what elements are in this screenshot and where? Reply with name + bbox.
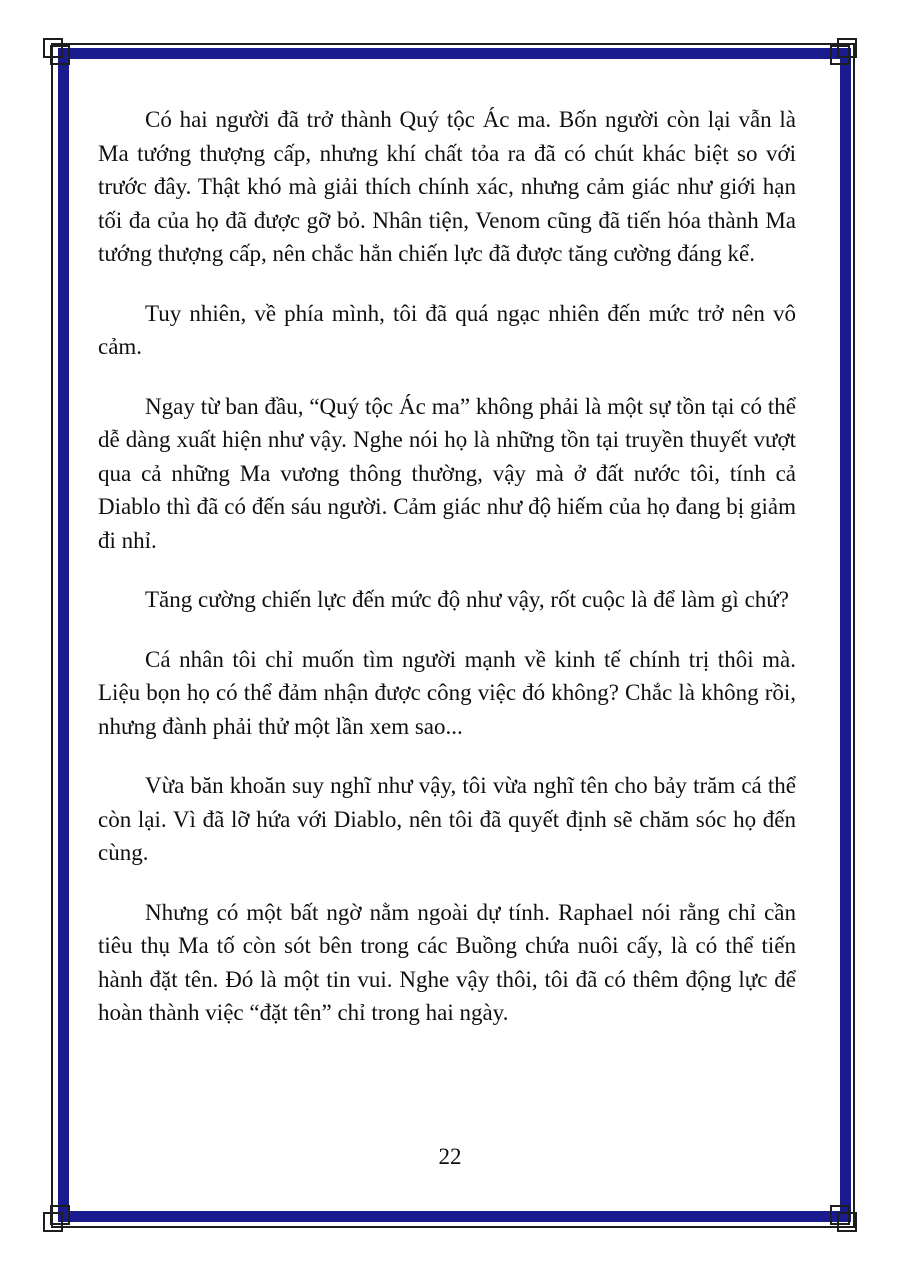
paragraph: Tuy nhiên, về phía mình, tôi đã quá ngạc nhiên đến mức trở nên vô cảm. [98,300,796,359]
corner-ornament-top-left [37,34,83,80]
paragraph: Cá nhân tôi chỉ muốn tìm người mạnh về kinh tế chính trị thôi mà. Liệu bọn họ có thể đảm nhận được công việc đó không? Chắc là không rồi, nhưng đành phải thử một lần xem sao... [98,646,796,739]
corner-ornament-bottom-left [37,1190,83,1236]
interlocked-square-icon [50,1205,70,1225]
paragraph: Nhưng có một bất ngờ nằm ngoài dự tính. Raphael nói rằng chỉ cần tiêu thụ Ma tố còn sót bên trong các Buồng chứa nuôi cấy, là có thể tiến hành đặt tên. Đó là một tin vui. Nghe vậy thôi, tôi đã có thêm động lực để hoàn thành việc “đặt tên” chỉ trong hai ngày. [98,899,796,1025]
corner-ornament-top-right [817,34,863,80]
interlocked-square-icon [830,1205,850,1225]
paragraph: Vừa băn khoăn suy nghĩ như vậy, tôi vừa nghĩ tên cho bảy trăm cá thể còn lại. Vì đã lỡ hứa với Diablo, nên tôi đã quyết định sẽ chăm sóc họ đến cùng. [98,773,796,865]
interlocked-square-icon [830,45,850,65]
corner-ornament-bottom-right [817,1190,863,1236]
paragraph: Tăng cường chiến lực đến mức độ như vậy, rốt cuộc là để làm gì chứ? [145,587,789,612]
paragraph: Ngay từ ban đầu, “Quý tộc Ác ma” không phải là một sự tồn tại có thể dễ dàng xuất hiện như vậy. Nghe nói họ là những tồn tại truyền thuyết vượt qua cả những Ma vương thông thường, vậy mà ở đất nước tôi, tính cả Diablo thì đã có đến sáu người. Cảm giác như độ hiếm của họ đang bị giảm đi nhỉ. [98,393,796,553]
page-text [98,103,796,1056]
interlocked-square-icon [50,45,70,65]
page-number: 22 [438,1144,462,1169]
paragraph: Có hai người đã trở thành Quý tộc Ác ma. Bốn người còn lại vẫn là Ma tướng thượng cấp, nhưng khí chất tỏa ra đã có chút khác biệt so với trước đây. Thật khó mà giải thích chính xác, nhưng cảm giác như giới hạn tối đa của họ đã được gỡ bỏ. Nhân tiện, Venom cũng đã tiến hóa thành Ma tướng thượng cấp, nên chắc hẳn chiến lực đã được tăng cường đáng kể. [98,107,796,266]
